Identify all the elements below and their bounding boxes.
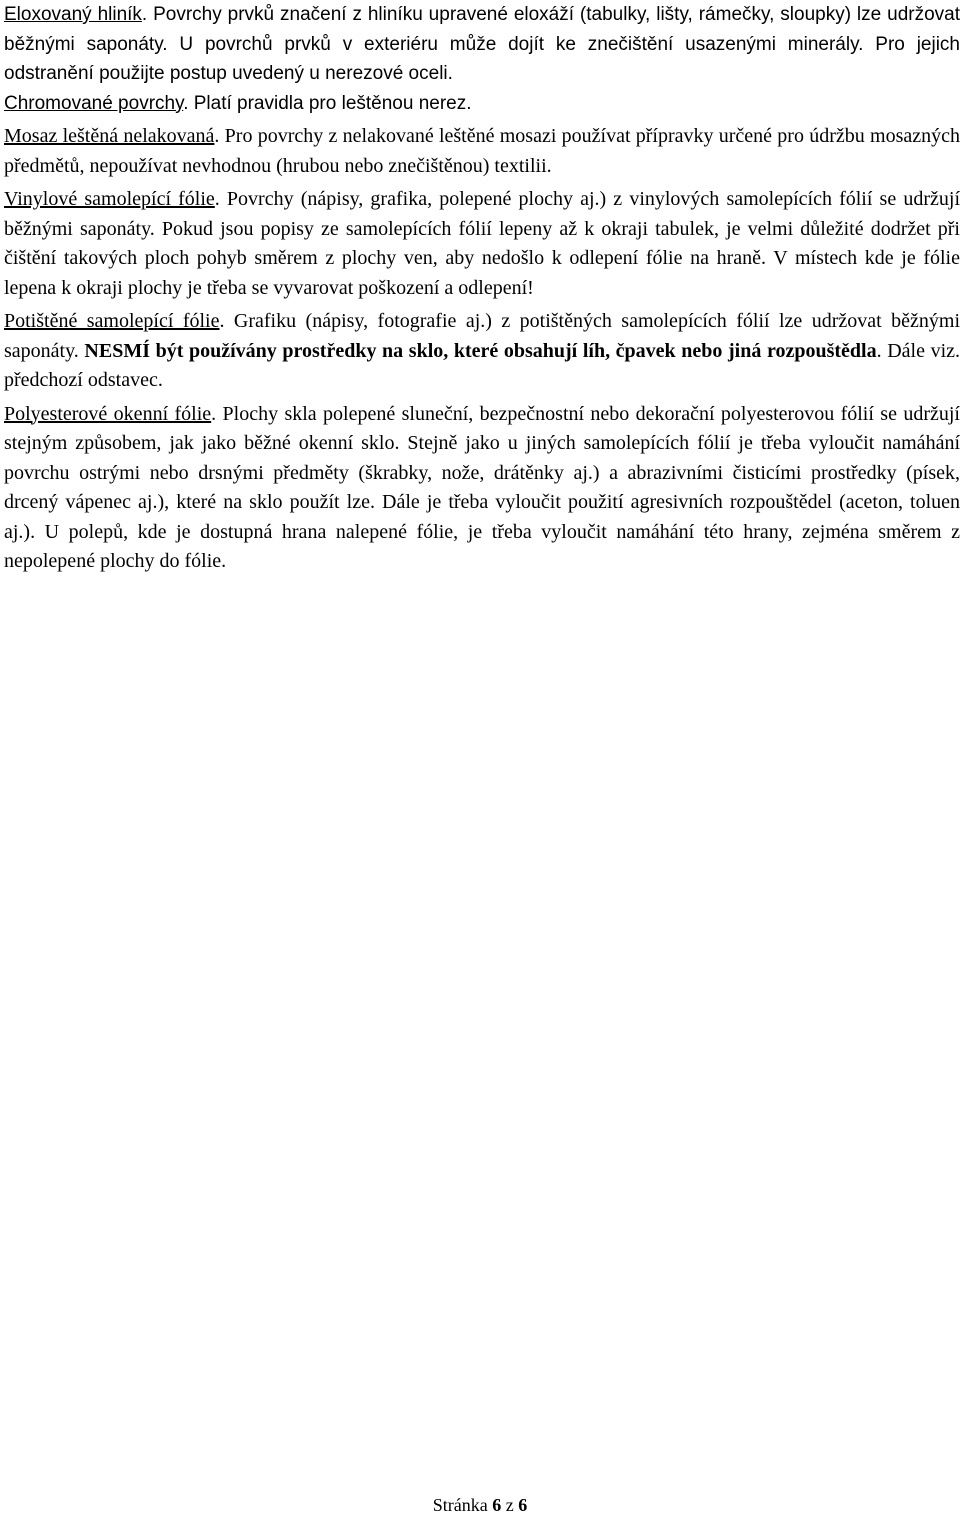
warning-potistene-folie: NESMÍ být používány prostředky na sklo, které obsahují líh, čpavek nebo jiná rozpouštědla (84, 339, 877, 362)
footer-page-total: 6 (518, 1495, 528, 1515)
footer-prefix: Stránka (432, 1495, 493, 1515)
heading-polyesterove-folie: Polyesterové okenní fólie (4, 402, 212, 425)
paragraph-polyesterove-folie (4, 400, 960, 577)
heading-eloxovany-hlinik: Eloxovaný hliník (4, 4, 142, 25)
heading-chromovane-povrchy: Chromované povrchy (4, 92, 184, 114)
text-after-potistene-folie: . Dále viz. předchozí odstavec. (4, 339, 960, 391)
heading-potistene-folie: Potištěné samolepící fólie (4, 310, 220, 332)
paragraph-mosaz (4, 122, 960, 181)
text-potistene-folie: . Grafiku (nápisy, fotografie aj.) z potištěných samolepících fólií lze udržovat běžnými saponáty. (4, 310, 960, 362)
paragraph-chromovane-povrchy (4, 89, 960, 119)
footer-page-number: 6 (492, 1495, 502, 1515)
paragraph-eloxovany-hlinik (4, 0, 960, 89)
paragraph-potistene-folie (4, 307, 960, 396)
text-mosaz: . Pro povrchy z nelakované leštěné mosazi používat přípravky určené pro údržbu mosazných předmětů, nepoužívat nevhodnou (hrubou nebo znečištěnou) textilii. (4, 125, 960, 177)
page-footer (0, 1494, 960, 1516)
heading-mosaz: Mosaz leštěná nelakovaná (4, 125, 215, 147)
paragraph-vinylove-folie (4, 185, 960, 303)
document-page (4, 0, 960, 577)
text-vinylove-folie: . Povrchy (nápisy, grafika, polepené plochy aj.) z vinylových samolepících fólií se udržují běžnými saponáty. Pokud jsou popisy ze samolepících fólií lepeny až k okraji tabulek, je velmi důležité dodržet při čištění takových ploch pohyb směrem z plochy ven, aby nedošlo k odlepení fólie na hraně. V místech kde je fólie lepena k okraji plochy je třeba se vyvarovat poškození a odlepení! (4, 188, 960, 299)
text-polyesterove-folie: . Plochy skla polepené sluneční, bezpečnostní nebo dekorační polyesterovou fólií se udržují stejným způsobem, jak jako běžné okenní sklo. Stejně jako u jiných samolepících fólií je třeba vyloučit namáhání povrchu ostrými nebo drsnými předměty (škrabky, nože, drátěnky aj.) a abrazivními čisticími prostředky (písek, drcený vápenec aj.), které na sklo použít lze. Dále je třeba vyloučit použití agresivních rozpouštědel (aceton, toluen aj.). U polepů, kde je dostupná hrana nalepené fólie, je třeba vyloučit namáhání této hrany, zejména směrem z nepolepené plochy do fólie. (4, 402, 960, 572)
heading-vinylove-folie: Vinylové samolepící fólie (4, 188, 215, 210)
text-eloxovany-hlinik: . Povrchy prvků značení z hliníku upravené eloxáží (tabulky, lišty, rámečky, sloupky) lze udržovat běžnými saponáty. U povrchů prvků v exteriéru může dojít ke znečištění usazenými minerály. Pro jejich odstranění použijte postup uvedený u nerezové oceli. (4, 4, 960, 84)
footer-separator: z (501, 1495, 519, 1515)
text-chromovane-povrchy: . Platí pravidla pro leštěnou nerez. (183, 92, 472, 114)
